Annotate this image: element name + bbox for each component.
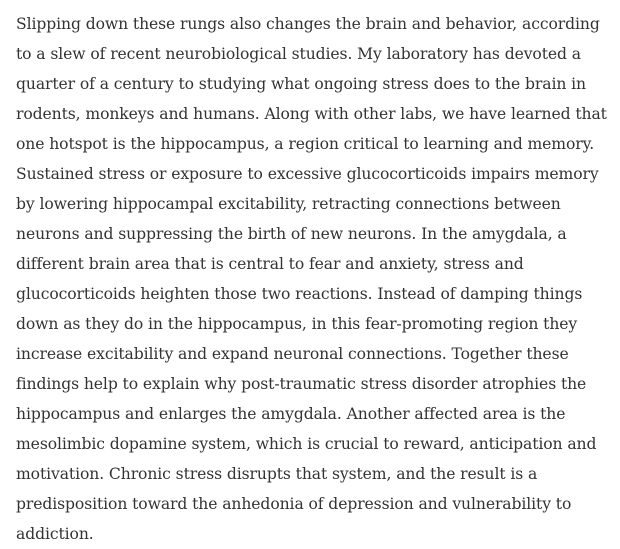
article-paragraph: Slipping down these rungs also changes the brain and behavior, according to a slew of recent neurobiological studies. My laboratory has devoted a quarter of a century to studying what ongoing stress does to the brain in rodents, monkeys and humans. Along with other labs, we have learned that one hotspot is the hippocampus, a region critical to learning and memory. Sustained stress or exposure to excessive glucocorticoids impairs memory by lowering hippocampal excitability, retracting connections between neurons and suppressing the birth of new neurons. In the amygdala, a different brain area that is central to fear and anxiety, stress and glucocorticoids heighten those two reactions. Instead of damping things down as they do in the hippocampus, in this fear-promoting region they increase excitability and expand neuronal connections. Together these findings help to explain why post-traumatic stress disorder atrophies the hippocampus and enlarges the amygdala. Another affected area is the mesolimbic dopamine system, which is crucial to reward, anticipation and motivation. Chronic stress disrupts that system, and the result is a predisposition toward the anhedonia of depression and vulnerability to addiction. — [16, 15, 607, 543]
